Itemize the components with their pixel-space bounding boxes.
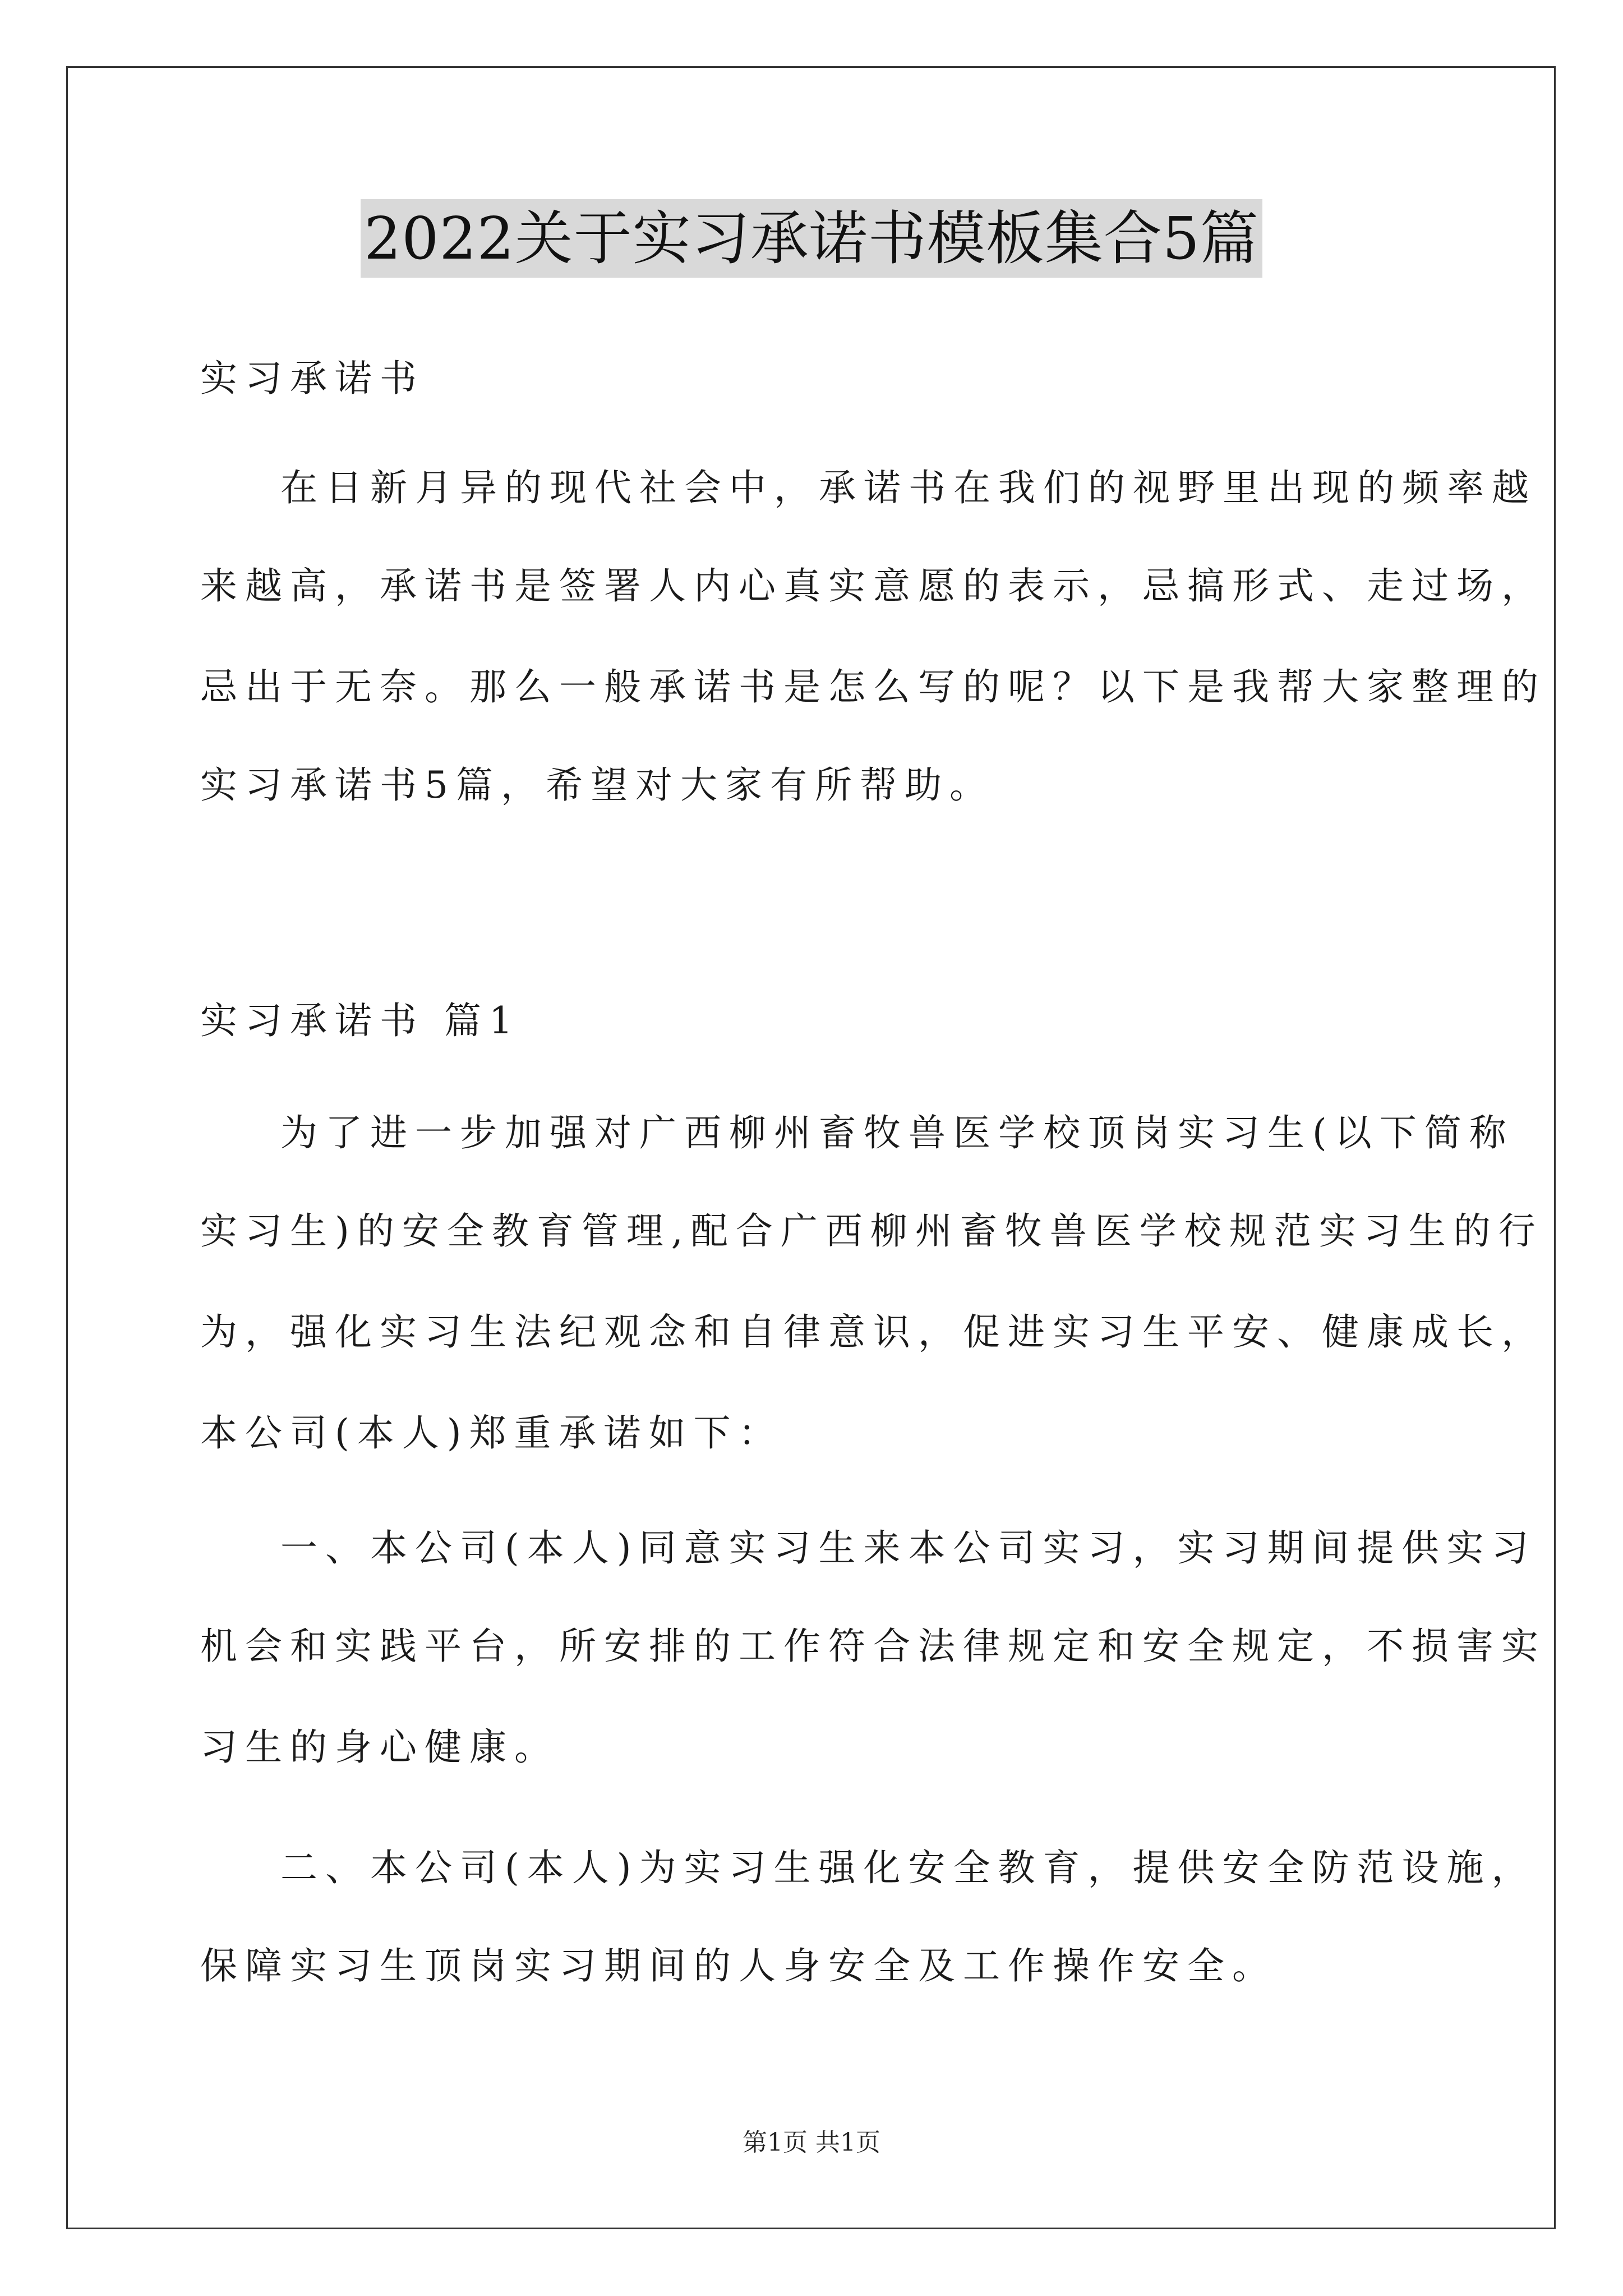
paragraph-line: 为了进一步加强对广西柳州畜牧兽医学校顶岗实习生(以下简称 <box>280 1111 1514 1154</box>
paragraph-line: 为，强化实习生法纪观念和自律意识，促进实习生平安、健康成长， <box>200 1310 1546 1354</box>
paragraph-line: 本公司(本人)郑重承诺如下： <box>200 1411 783 1455</box>
paragraph-line: 忌出于无奈。那么一般承诺书是怎么写的呢？以下是我帮大家整理的 <box>200 665 1546 708</box>
paragraph-line: 实习生)的安全教育管理,配合广西柳州畜牧兽医学校规范实习生的行 <box>200 1209 1543 1253</box>
section-heading: 实习承诺书 <box>200 357 425 400</box>
paragraph-line: 机会和实践平台，所安排的工作符合法律规定和安全规定，不损害实 <box>200 1625 1546 1668</box>
paragraph-line: 实习承诺书5篇，希望对大家有所帮助。 <box>200 763 994 807</box>
section-heading: 实习承诺书 篇1 <box>200 999 520 1042</box>
paragraph-line: 习生的身心健康。 <box>200 1726 559 1769</box>
paragraph-line: 在日新月异的现代社会中，承诺书在我们的视野里出现的频率越 <box>280 466 1537 509</box>
title-container <box>0 199 1623 278</box>
paragraph-line: 一、本公司(本人)同意实习生来本公司实习，实习期间提供实习 <box>280 1526 1537 1570</box>
page-footer: 第1页 共1页 <box>743 2128 880 2157</box>
paragraph-line: 保障实习生顶岗实习期间的人身安全及工作操作安全。 <box>200 1944 1277 1987</box>
paragraph-line: 来越高，承诺书是签署人内心真实意愿的表示，忌搞形式、走过场， <box>200 564 1546 608</box>
document-title: 2022关于实习承诺书模板集合5篇 <box>361 199 1262 278</box>
paragraph-line: 二、本公司(本人)为实习生强化安全教育，提供安全防范设施， <box>280 1846 1537 1889</box>
